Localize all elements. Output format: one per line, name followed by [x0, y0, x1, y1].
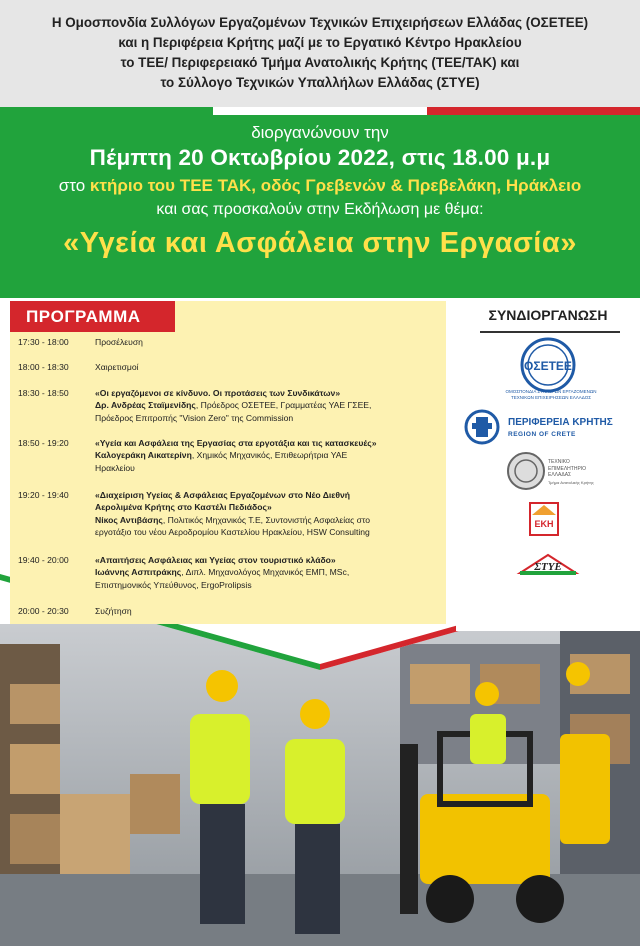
talk-title: «Διαχείριση Υγείας & Ασφάλειας Εργαζομένων στο Νέο Διεθνή — [95, 490, 351, 500]
osetee-caption-line: ΟΜΟΣΠΟΝΔΙΑ ΣΥΛΛΟΓΩΝ ΕΡΓΑΖΟΜΕΝΩΝ — [505, 389, 597, 394]
program-title: ΠΡΟΓΡΑΜΜΑ — [10, 301, 175, 332]
osetee-caption — [476, 389, 626, 401]
item-desc — [95, 387, 440, 424]
tee-caption-line: Τμήμα Ανατολικής Κρήτης — [548, 479, 594, 485]
tee-caption — [548, 459, 594, 486]
tee-logo-icon — [506, 451, 546, 491]
speaker-extra: Πρόεδρος Επιτροπής "Vision Zero" της Commission — [95, 412, 294, 423]
item-time: 18:30 - 18:50 — [18, 388, 69, 398]
program-panel — [10, 301, 446, 624]
item-desc: Συζήτηση — [95, 606, 132, 616]
item-desc: Χαιρετισμοί — [95, 362, 139, 372]
speaker-extra: Επιστημονικός Υπεύθυνος, ErgoProlipsis — [95, 579, 252, 590]
organize-text: διοργανώνουν την — [251, 123, 389, 142]
sponsors-panel — [456, 301, 640, 631]
talk-title: «Απαιτήσεις Ασφάλειας και Υγείας στον τουριστικό κλάδο» — [95, 555, 336, 565]
speaker-name: Καλογεράκη Αικατερίνη — [95, 450, 192, 461]
item-desc — [95, 489, 440, 538]
stye-mark: ΣΤΥΕ — [534, 561, 562, 573]
talk-title: «Υγεία και Ασφάλεια της Εργασίας στα εργοτάξια και τις κατασκευές» — [95, 438, 377, 448]
header-line: Η Ομοσπονδία Συλλόγων Εργαζομένων Τεχνικών Επιχειρήσεων Ελλάδας (ΟΣΕΤΕΕ) — [51, 15, 589, 30]
header-line: το ΤΕΕ/ Περιφερειακό Τμήμα Ανατολικής Κρήτης (ΤΕΕ/ΤΑΚ) και — [120, 55, 520, 70]
sponsors-divider — [480, 331, 620, 333]
crete-emblem-icon — [462, 409, 502, 445]
item-time: 20:00 - 20:30 — [18, 606, 69, 616]
speaker-role: , Πρόεδρος ΟΣΕΤΕΕ, Γραμματέας ΥΑΕ ΓΣΕΕ, — [195, 400, 372, 411]
item-desc: Προσέλευση — [95, 337, 143, 347]
speaker-extra: εργοτάξιο του νέου Αεροδρομίου Καστελίου Ηρακλείου, HSW Consulting — [95, 526, 370, 537]
item-desc — [95, 437, 440, 474]
event-banner — [0, 115, 640, 298]
sponsors-title: ΣΥΝΔΙΟΡΓΑΝΩΣΗ — [488, 307, 608, 323]
ekh-logo-icon — [528, 501, 560, 537]
ekh-mark: ΕΚΗ — [534, 519, 554, 529]
header-line: το Σύλλογο Τεχνικών Υπαλλήλων Ελλάδας (ΣΤΥΕ) — [160, 75, 480, 90]
crete-name: ΠΕΡΙΦΕΡΕΙΑ ΚΡΗΤΗΣ — [508, 417, 613, 428]
osetee-logo-icon — [508, 337, 588, 397]
warehouse-photo — [0, 624, 640, 946]
tricolor-stripe — [0, 107, 640, 115]
header-line: και η Περιφέρεια Κρήτης μαζί με το Εργατικό Κέντρο Ηρακλείου — [118, 35, 522, 50]
event-date: Πέμπτη 20 Οκτωβρίου 2022, στις 18.00 μ.μ — [89, 145, 551, 170]
speaker-name: Νίκος Αντιβάσης — [95, 514, 163, 525]
invite-text: και σας προσκαλούν στην Εκδήλωση με θέμα: — [156, 201, 484, 218]
talk-title: «Οι εργαζόμενοι σε κίνδυνο. Οι προτάσεις των Συνδικάτων» — [95, 388, 341, 398]
organizers-header — [0, 0, 640, 107]
speaker-role: , Χημικός Μηχανικός, Επιθεωρήτρια ΥΑΕ — [191, 450, 348, 461]
item-time: 19:20 - 19:40 — [18, 490, 69, 500]
talk-title-cont: Αερολιμένα Κρήτης στο Καστέλι Πεδιάδος» — [95, 502, 272, 513]
item-time: 17:30 - 18:00 — [18, 337, 69, 347]
venue-prefix: στο — [58, 176, 86, 195]
venue: κτήριο του ΤΕΕ ΤΑΚ, οδός Γρεβενών & Πρεβελάκη, Ηράκλειο — [89, 176, 582, 195]
tee-caption-line: ΤΕΧΝΙΚΟ — [548, 459, 570, 465]
event-theme: «Υγεία και Ασφάλεια στην Εργασία» — [63, 227, 577, 259]
osetee-mark: ΟΣΕΤΕΕ — [524, 359, 572, 373]
item-time: 18:00 - 18:30 — [18, 362, 69, 372]
tee-caption-line: ΕΛΛΑΔΑΣ — [548, 472, 572, 478]
speaker-extra: Ηρακλείου — [95, 462, 135, 473]
item-time: 18:50 - 19:20 — [18, 438, 69, 448]
item-time: 19:40 - 20:00 — [18, 555, 69, 565]
speaker-role: , Διπλ. Μηχανολόγος Μηχανικός ΕΜΠ, MSc, — [181, 567, 350, 578]
crete-sub: REGION OF CRETE — [508, 431, 576, 438]
speaker-role: , Πολιτικός Μηχανικός Τ.Ε, Συντονιστής Ασφαλείας στο — [162, 514, 371, 525]
osetee-caption-line: ΤΕΧΝΙΚΩΝ ΕΠΙΧΕΙΡΗΣΕΩΝ ΕΛΛΑΔΟΣ — [511, 395, 591, 400]
speaker-name: Δρ. Ανδρέας Σταϊμενίδης — [95, 400, 196, 411]
item-desc — [95, 554, 440, 591]
tee-caption-line: ΕΠΙΜΕΛΗΤΗΡΙΟ — [548, 465, 587, 472]
speaker-name: Ιωάννης Ασπιτράκης — [95, 567, 182, 578]
venue-line — [0, 176, 640, 196]
stye-logo-icon — [516, 551, 580, 581]
